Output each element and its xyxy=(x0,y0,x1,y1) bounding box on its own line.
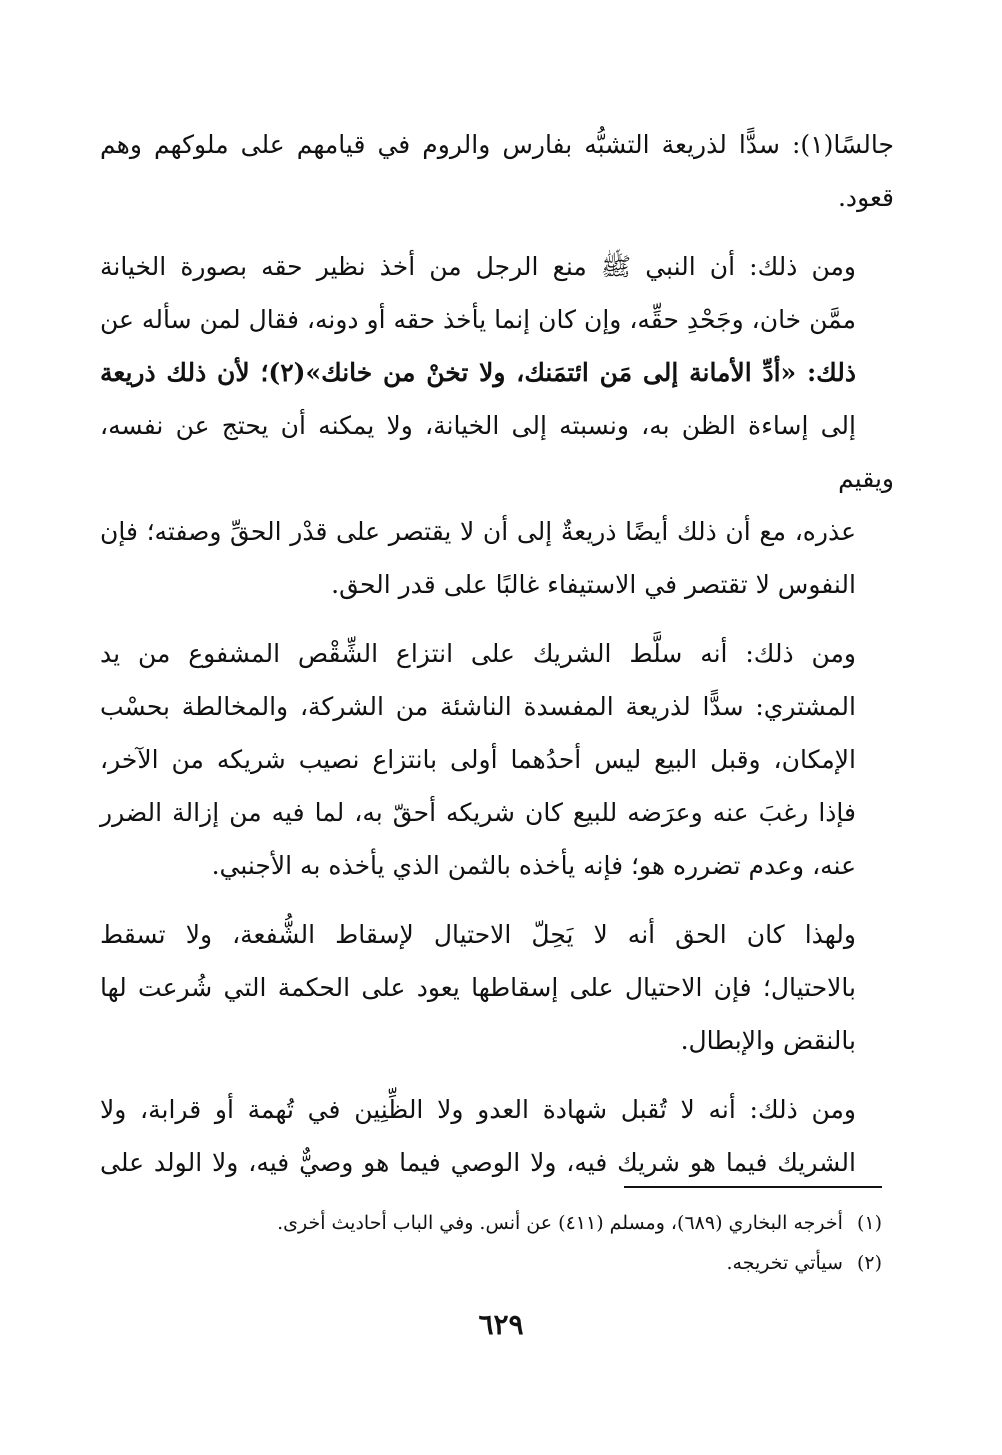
text-line: جالسًا(١): سدًّا لذريعة التشبُّه بفارس والروم في قيامهم على ملوكهم وهم xyxy=(100,130,894,159)
text-line: ومن ذلك: أنه لا تُقبل شهادة العدو ولا الظِّنِين في تُهمة أو قرابة، ولا xyxy=(100,1095,856,1124)
page-number: ٦٢٩ xyxy=(478,1308,524,1341)
footnote-text: أخرجه البخاري (٦٨٩)، ومسلم (٤١١) عن أنس. وفي الباب أحاديث أخرى. xyxy=(277,1212,843,1234)
text-line: عذره، مع أن ذلك أيضًا ذريعةٌ إلى أن لا يقتصر على قدْر الحقِّ وصفته؛ فإن xyxy=(100,517,856,546)
text-line: فإذا رغبَ عنه وعرَضه للبيع كان شريكه أحقّ به، لما فيه من إزالة الضرر xyxy=(100,798,856,827)
text-line: الإمكان، وقبل البيع ليس أحدُهما أولى بانتزاع نصيب شريكه من الآخر، xyxy=(100,745,856,774)
text-line: إلى إساءة الظن به، ونسبته إلى الخيانة، ولا يمكنه أن يحتج عن نفسه، ويقيم xyxy=(100,411,894,493)
text-line: ومن ذلك: أنه سلَّط الشريك على انتزاع الشِّقْص المشفوع من يد xyxy=(100,639,856,668)
paragraph-3 xyxy=(100,627,894,892)
text-line: قعود. xyxy=(837,183,894,212)
paragraph-2 xyxy=(100,240,894,611)
text-line: بالاحتيال؛ فإن الاحتيال على إسقاطها يعود على الحكمة التي شُرعت لها xyxy=(100,973,856,1002)
text-line: النفوس لا تقتصر في الاستيفاء غالبًا على قدر الحق. xyxy=(331,570,856,599)
text-line: ومن ذلك: أن النبي ﷺ منع الرجل من أخذ نظير حقه بصورة الخيانة xyxy=(100,252,856,281)
footnote-text: سيأتي تخريجه. xyxy=(726,1252,843,1274)
text-line: المشتري: سدًّا لذريعة المفسدة الناشئة من الشركة، والمخالطة بحسْب xyxy=(100,692,856,721)
footnote-1 xyxy=(120,1203,882,1243)
text-line-hadith: ذلك: «أدِّ الأمانة إلى مَن ائتمَنك، ولا تخنْ من خانك»(٢)؛ لأن ذلك ذريعة xyxy=(100,358,856,387)
text-line: بالنقض والإبطال. xyxy=(680,1026,856,1055)
footnotes xyxy=(120,1203,882,1283)
footnote-separator xyxy=(624,1186,882,1188)
footnote-number: (١) xyxy=(856,1212,882,1234)
paragraph-4 xyxy=(100,908,894,1067)
paragraph-5 xyxy=(100,1083,894,1189)
text-line: عنه، وعدم تضرره هو؛ فإنه يأخذه بالثمن الذي يأخذه به الأجنبي. xyxy=(211,851,856,880)
text-line: ممَّن خان، وجَحْدِ حقِّه، وإن كان إنما يأخذ حقه أو دونه، فقال لمن سأله عن xyxy=(100,305,856,334)
footnote-number: (٢) xyxy=(856,1252,882,1274)
footnote-2 xyxy=(120,1243,882,1283)
text-line: الشريك فيما هو شريك فيه، ولا الوصي فيما هو وصيٌّ فيه، ولا الولد على xyxy=(100,1148,856,1177)
text-line: ولهذا كان الحق أنه لا يَحِلّ الاحتيال لإسقاط الشُّفعة، ولا تسقط xyxy=(100,920,856,949)
paragraph-1 xyxy=(100,118,894,224)
